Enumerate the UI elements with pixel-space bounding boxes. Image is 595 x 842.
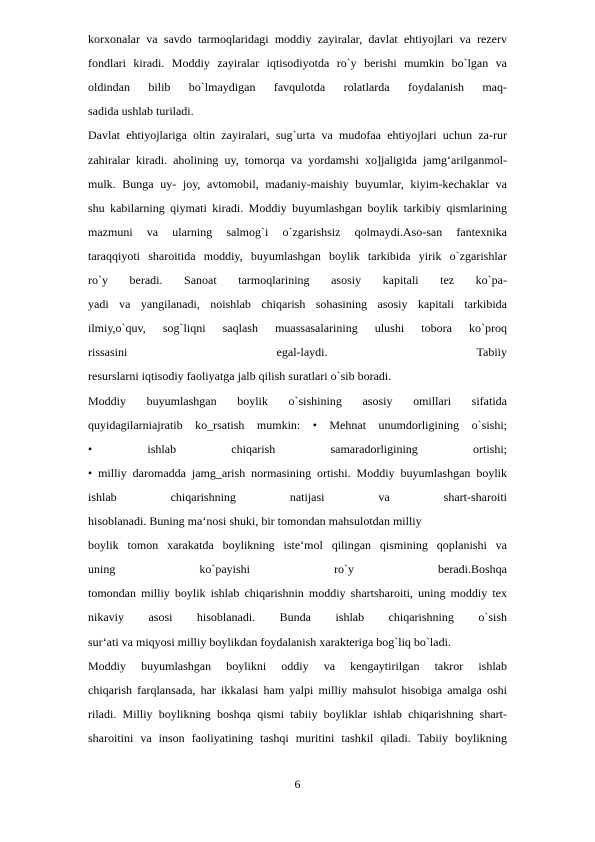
text-line: quyidagilarniajratib ko_rsatish mumkin: • Mehnat unumdorligining o`sishi; <box>88 417 507 432</box>
text-line: Davlat ehtiyojlariga oltin zayiralari, sug`urta va mudofaa ehtiyojlari uchun za-rur <box>88 128 507 143</box>
text-line: riladi. Milliy boylikning boshqa qismi tabiiy boyliklar ishlab chiqarishning shart- <box>88 706 507 721</box>
text-line: Moddiy buyumlashgan boylik o`sishining asosiy omillari sifatida <box>88 393 507 408</box>
text-line: mazmuni va ularning salmog`i o`zgarishsiz qolmaydi.Aso-san fantexnika <box>88 224 507 239</box>
page-number: 6 <box>294 777 301 791</box>
text-line: rissasini egal-laydi. Tabiiy <box>88 345 507 360</box>
text-line: sadida ushlab turiladi. <box>88 104 194 119</box>
text-line: ishlab chiqarishning natijasi va shart-sharoiti <box>88 489 507 504</box>
text-line: oldindan bilib bo`lmaydigan favqulotda rolatlarda foydalanish maq- <box>88 80 507 95</box>
text-line: • ishlab chiqarish samaradorligining ortishi; <box>88 441 507 456</box>
text-line: sur‘ati va miqyosi milliy boylikdan foydalanish xarakteriga bog`liq bo`ladi. <box>88 634 451 649</box>
text-line: ro`y beradi. Sanoat tarmoqlarining asosiy kapitali tez ko`pa- <box>88 273 507 287</box>
text-line: resurslarni iqtisodiy faoliyatga jalb qilish suratlari o`sib boradi. <box>88 369 392 384</box>
text-line: yadi va yangilanadi, noishlab chiqarish sohasining asosiy kapitali tarkibida <box>88 297 507 312</box>
text-line: ilmiy,o`quv, sog`liqni saqlash muassasalarining ulushi tobora ko`proq <box>88 321 507 336</box>
text-line: sharoitini va inson faoliyatining tashqi muritini tashkil qiladi. Tabiiy boylikning <box>88 730 507 745</box>
text-line: hisoblanadi. Buning ma‘nosi shuki, bir tomondan mahsulotdan milliy <box>88 514 422 528</box>
text-line: shu kabilarning qiymati kiradi. Moddiy buyumlashgan boylik tarkibiy qismlarining <box>88 200 507 215</box>
text-line: Moddiy buyumlashgan boylikni oddiy va kengaytirilgan takror ishlab <box>88 658 507 673</box>
text-line: boylik tomon xarakatda boylikning iste‘mol qilingan qismining qoplanishi va <box>88 538 507 553</box>
text-line: chiqarish farqlansada, har ikkalasi ham yalpi milliy mahsulot hisobiga amalga oshi <box>88 682 507 697</box>
text-line: uning ko`payishi ro`y beradi.Boshqa <box>88 562 507 577</box>
text-line: • milliy daromadda jamg_arish normasining ortishi. Moddiy buyumlashgan boylik <box>88 465 507 480</box>
text-line: korxonalar va savdo tarmoqlaridagi moddiy zayiralar, davlat ehtiyojlari va rezerv <box>88 32 507 46</box>
text-line: fondlari kiradi. Moddiy zayiralar iqtisodiyotda ro`y berishi mumkin bo`lgan va <box>88 56 507 71</box>
text-line: tomondan milliy boylik ishlab chiqarishnin moddiy shartsharoiti, uning moddiy tex <box>88 586 507 601</box>
text-line: taraqqiyoti sharoitida moddiy, buyumlashgan boylik tarkibida yirik o`zgarishlar <box>88 248 507 263</box>
text-line: nikaviy asosi hisoblanadi. Bunda ishlab chiqarishning o`sish <box>88 610 507 625</box>
text-line: zahiralar kiradi. aholining uy, tomorqa va yordamshi xo]jaligida jamg‘arilganmol- <box>88 152 507 167</box>
text-line: mulk. Bunga uy- joy, avtomobil, madaniy-maishiy buyumlar, kiyim-kechaklar va <box>88 176 507 191</box>
